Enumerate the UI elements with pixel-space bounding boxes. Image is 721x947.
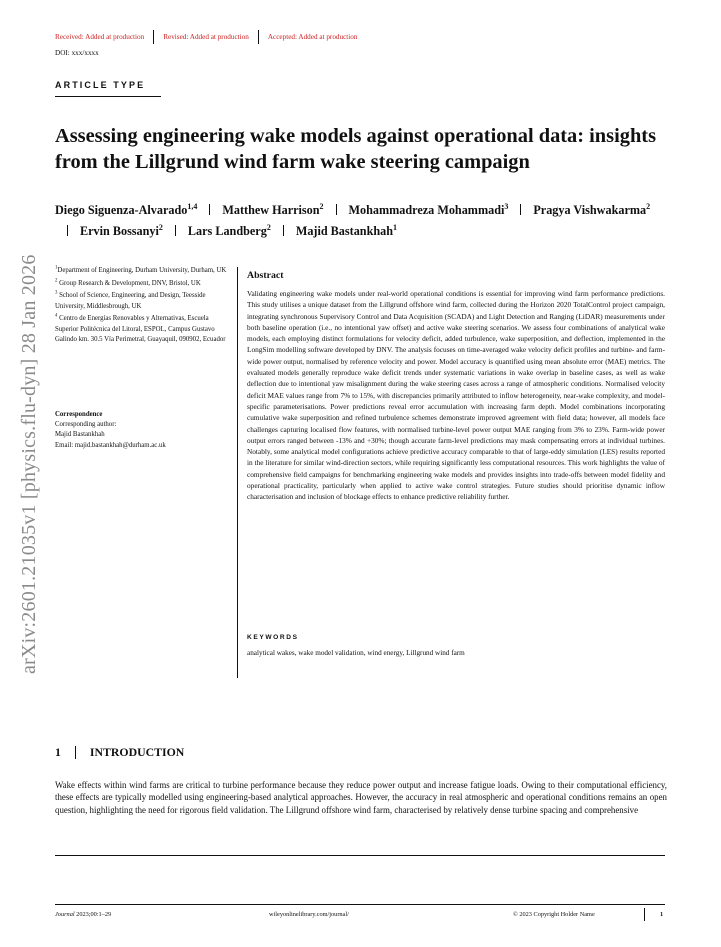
author-affiliation-marker: 3 — [504, 201, 509, 211]
paper-title: Assessing engineering wake models against operational data: insights from the Lillgrund wind farm wake steering campaign — [55, 125, 657, 173]
page-footer — [55, 908, 667, 922]
footer-rule — [55, 904, 665, 905]
affiliation-text: Group Research & Development, DNV, Bristol, UK — [57, 279, 201, 287]
footer-journal — [55, 911, 111, 918]
footer-url: wileyonlinelibrary.com/journal/ — [269, 911, 349, 918]
corresponding-author-name: Majid Bastankhah — [55, 431, 105, 439]
author-separator — [209, 204, 210, 215]
author-name: Pragya Vishwakarma — [533, 203, 647, 217]
abstract-column-rule — [237, 267, 238, 678]
author-affiliation-marker: 2 — [646, 201, 651, 211]
section-heading-introduction — [55, 744, 184, 760]
footer-copyright: © 2023 Copyright Holder Name — [513, 911, 595, 918]
introduction-paragraph: Wake effects within wind farms are critical to turbine performance because they reduce power output and increase fatigue loads. Owing to their computational efficiency, these effects are typically modelled using engineering-based analytical approaches. However, the accuracy in real atmospheric and operational conditions remains an open question, highlighting the need for rigorous field validation. The Lillgrund offshore wind farm, characterised by relatively dense turbine spacing and comprehensive — [55, 780, 667, 815]
arxiv-identifier-stamp: arXiv:2601.21035v1 [physics.flu-dyn] 28 Jan 2026 — [18, 254, 40, 674]
abstract-heading: Abstract — [247, 270, 284, 281]
revised-date: Revised: Added at production — [163, 33, 249, 41]
abstract-body: Validating engineering wake models under real-world operational conditions is essential for improving wind farm performance predictions. This study utilises a unique dataset from the Lillgrund offshore wind farm, collected during the Horizon 2020 TotalControl project campaign, integrating synchronous Supervisory Control and Data Acquisition (SCADA) and Light Detection and Ranging (LiDAR) measurements under both baseline operation (i.e., no intentional yaw offset) and active wake steering scenarios. We assess four combinations of analytical wake models, each employing distinct formulations for velocity deficit, added turbulence, wake superposition, and deflection, implemented in the LongSim modelling software developed by DNV. The analysis focuses on time-averaged wake velocity deficit profiles and turbine- and farm-wide power output, normalised by reference velocity and power. Model accuracy is quantified using mean absolute error (MAE) metrics. The evaluated models generally reproduce wake deficit trends under systematic variations in wake overlap in baseline cases, as well as wake deflection due to intentional yaw misalignment during the wake steering cases across a range of atmospheric conditions. Normalised velocity deficit MAE values range from 7% to 15%, with discrepancies primarily attributed to inflow heterogeneity, near-wake complexity, and model-specific parameterisations. Power predictions reveal error accumulation with increasing farm depth. Model combinations incorporating cumulative wake superposition and refined turbulence schemes demonstrate improved agreement with field data; however, all models face challenges capturing localised flow features, with normalised turbine-level power output MAE ranging from 3% to 23%. Farm-wide power output errors ranged between -13% and +30%; though accurate farm-level predictions may mask compensating errors at individual turbines. Notably, some analytical model configurations achieve predictive accuracy comparable to that of large-eddy simulation (LES) results reported in the literature for similar wind-direction sectors, while requiring significantly less computational resources. This work highlights the value of comprehensive field campaigns for benchmarking engineering wake models and provides insights into trade-offs between model fidelity and operational practicality, particularly when applied to active wake control strategies. Future studies should prioritise dynamic inflow characterisation and inclusion of blockage effects to enhance predictive reliability further. — [247, 289, 665, 502]
author-name: Ervin Bossanyi — [80, 223, 159, 238]
footer-separator — [644, 908, 645, 921]
keywords-heading: KEYWORDS — [247, 634, 299, 641]
affiliation-entry — [55, 266, 233, 276]
author-name: Mohammadreza Mohammadi — [348, 203, 505, 217]
keywords-list: analytical wakes, wake model validation, wind energy, Lillgrund wind farm — [247, 649, 465, 657]
article-type-rule — [55, 96, 161, 97]
affiliation-marker: 4 — [55, 314, 58, 320]
footer-journal-info: 2023;00:1–29 — [74, 911, 112, 918]
affiliation-entry — [55, 279, 233, 289]
accepted-date: Accepted: Added at production — [267, 33, 358, 41]
publication-history — [55, 30, 366, 44]
author-name: Matthew Harrison — [222, 203, 320, 217]
author-separator — [67, 225, 68, 236]
author-separator — [283, 225, 284, 236]
content-bottom-rule — [55, 855, 665, 856]
author-separator — [175, 225, 176, 236]
author-name: Majid Bastankhah — [295, 223, 394, 238]
affiliation-text: Centro de Energías Renovables y Alternativas, Escuela Superior Politécnica del Litoral, ESPOL, Campus Gustavo Galindo km. 30.5 Vía Perimetral, Guayaquil, 090902, Ecuador — [55, 315, 226, 343]
section-number: 1 — [55, 744, 61, 759]
affiliation-text: School of Science, Engineering, and Design, Teesside University, Middlesbrough, UK — [55, 292, 206, 310]
author-affiliation-marker: 1,4 — [187, 201, 198, 211]
footer-journal-name: Journal — [55, 911, 75, 918]
affiliation-marker: 2 — [55, 278, 58, 284]
author-separator — [520, 204, 521, 215]
corresponding-author-email: Email: majid.bastankhah@durham.ac.uk — [55, 441, 166, 449]
affiliation-entry — [55, 314, 233, 345]
author-affiliation-marker: 1 — [393, 222, 398, 232]
author-name: Lars Landberg — [187, 223, 267, 238]
affiliation-marker: 3 — [55, 291, 58, 297]
author-name: Diego Siguenza-Alvarado — [55, 203, 188, 217]
author-list — [55, 200, 673, 241]
doi: DOI: xxx/xxxx — [55, 49, 99, 57]
affiliation-list — [55, 266, 233, 347]
article-type: ARTICLE TYPE — [55, 80, 146, 90]
correspondence-block — [55, 410, 233, 451]
correspondence-label: Corresponding author: — [55, 421, 117, 429]
page-number: 1 — [660, 911, 664, 918]
correspondence-heading: Correspondence — [55, 411, 103, 418]
received-date: Received: Added at production — [55, 33, 145, 41]
author-affiliation-marker: 2 — [158, 222, 163, 232]
affiliation-text: Department of Engineering, Durham University, Durham, UK — [57, 267, 227, 274]
author-affiliation-marker: 2 — [319, 201, 324, 211]
section-title: INTRODUCTION — [89, 744, 185, 759]
affiliation-entry — [55, 291, 233, 311]
author-affiliation-marker: 2 — [266, 222, 271, 232]
author-separator — [336, 204, 337, 215]
section-heading-separator — [75, 746, 76, 759]
affiliation-marker: 1 — [55, 265, 58, 271]
